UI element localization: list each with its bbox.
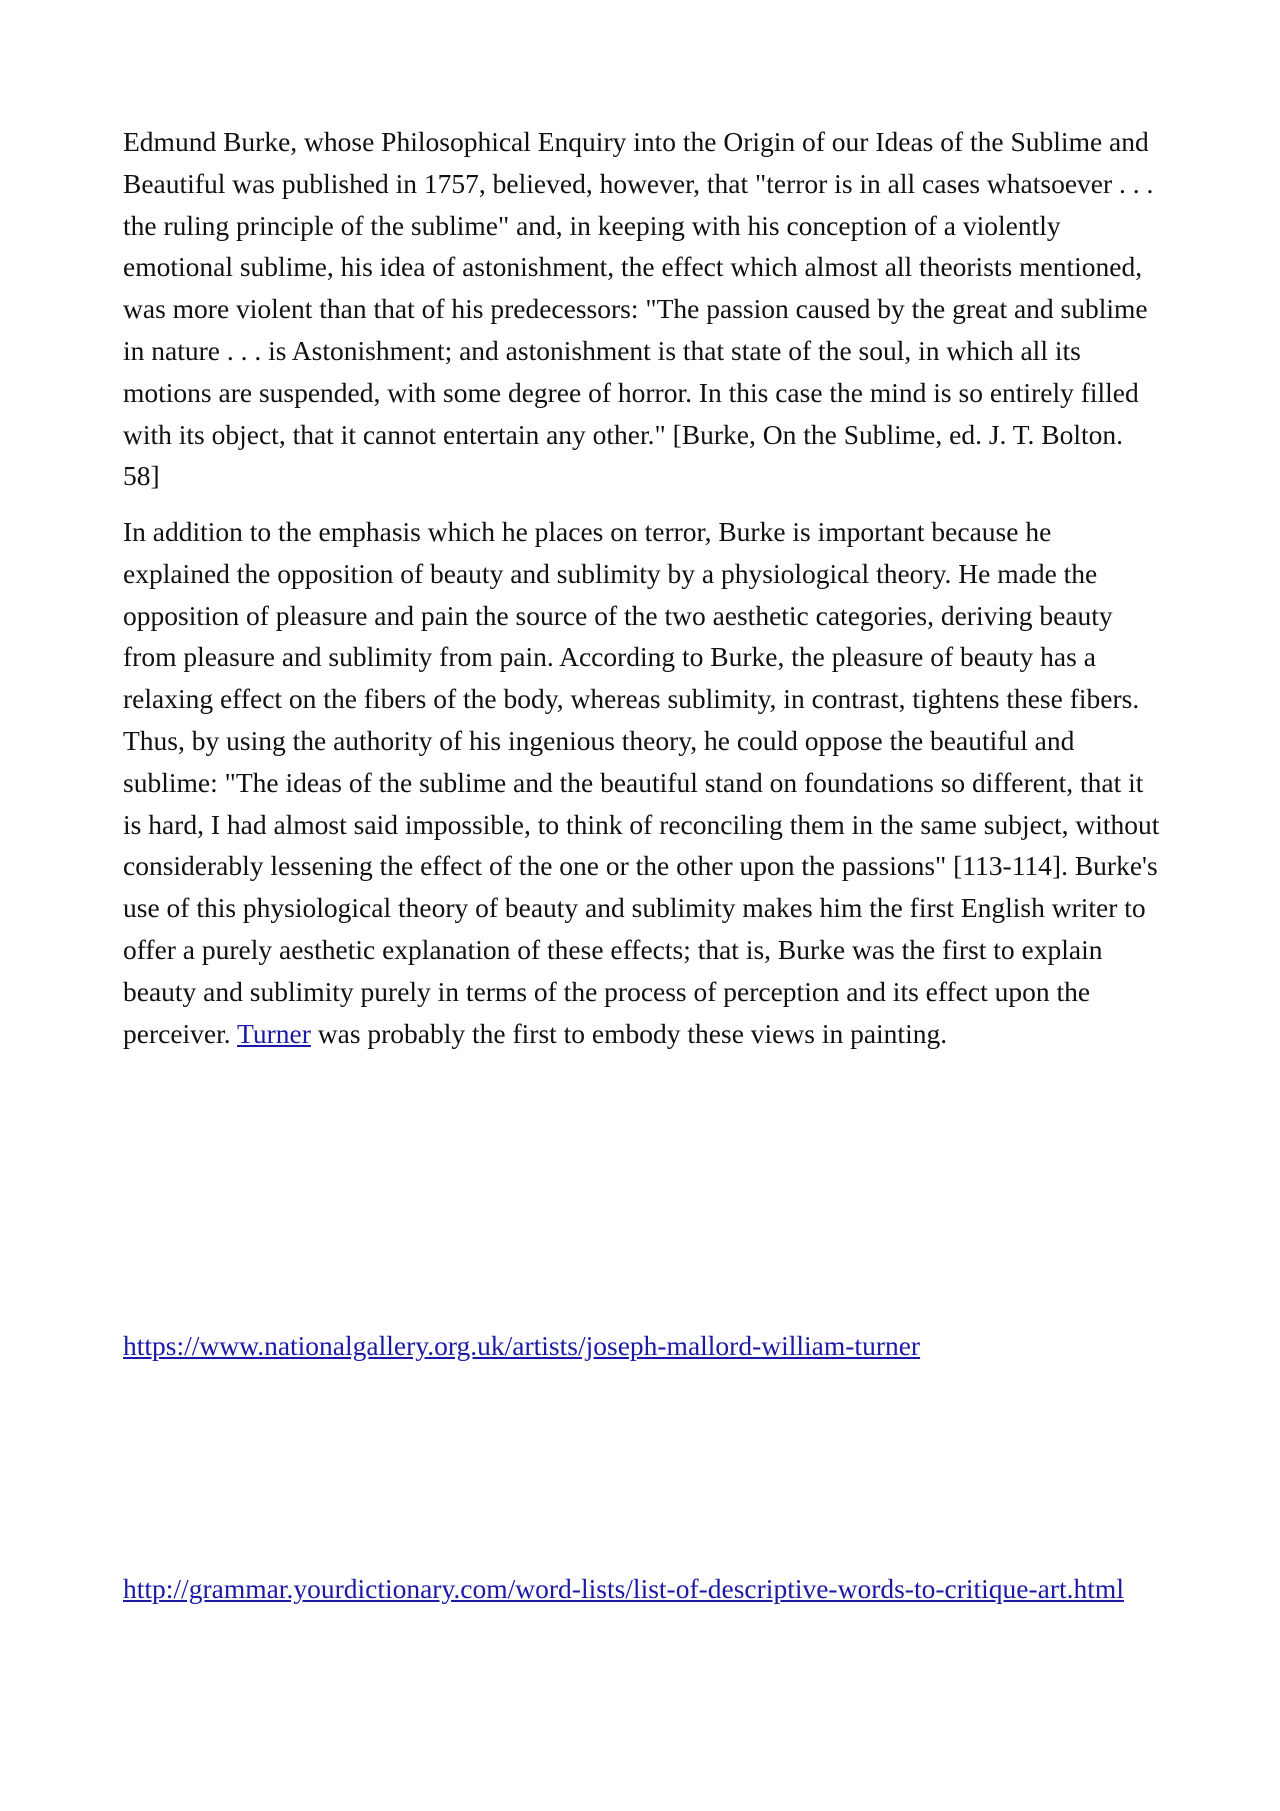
reference-link-block bbox=[123, 1572, 1163, 1606]
turner-link[interactable]: Turner bbox=[237, 1017, 311, 1049]
paragraph-text-after-link: was probably the first to embody these views in painting. bbox=[310, 1017, 948, 1049]
paragraph-burke-physiology bbox=[123, 511, 1163, 1054]
paragraph-text-before-link: In addition to the emphasis which he places on terror, Burke is important because he explained the opposition of beauty and sublimity by a physiological theory. He made the opposition of pleasure and pain the source of the two aesthetic categories, deriving beauty from pleasure and sublimity from pain. According to Burke, the pleasure of beauty has a relaxing effect on the fibers of the body, whereas sublimity, in contrast, tightens these fibers. Thus, by using the authority of his ingenious theory, he could oppose the beautiful and sublime: "The ideas of the sublime and the beautiful stand on foundations so different, that it is hard, I had almost said impossible, to think of reconciling them in the same subject, without considerably lessening the effect of the one or the other upon the passions" [113-114]. Burke's use of this physiological theory of beauty and sublimity makes him the first English writer to offer a purely aesthetic explanation of these effects; that is, Burke was the first to explain beauty and sublimity purely in terms of the process of perception and its effect upon the perceiver. bbox=[123, 516, 1160, 1049]
national-gallery-link[interactable]: https://www.nationalgallery.org.uk/artists/joseph-mallord-william-turner bbox=[123, 1330, 921, 1361]
paragraph-burke-astonishment: Edmund Burke, whose Philosophical Enquiry into the Origin of our Ideas of the Sublime and Beautiful was published in 1757, believed, however, that "terror is in all cases whatsoever . . . the ruling principle of the sublime" and, in keeping with his conception of a violently emotional sublime, his idea of astonishment, the effect which almost all theorists mentioned, was more violent than that of his predecessors: "The passion caused by the great and sublime in nature . . . is Astonishment; and astonishment is that state of the soul, in which all its motions are suspended, with some degree of horror. In this case the mind is so entirely filled with its object, that it cannot entertain any other." [Burke, On the Sublime, ed. J. T. Bolton. 58] bbox=[123, 126, 1154, 492]
reference-link-block bbox=[123, 1329, 1163, 1363]
yourdictionary-link[interactable]: http://grammar.yourdictionary.com/word-lists/list-of-descriptive-words-to-critique-art.html bbox=[123, 1573, 1124, 1604]
